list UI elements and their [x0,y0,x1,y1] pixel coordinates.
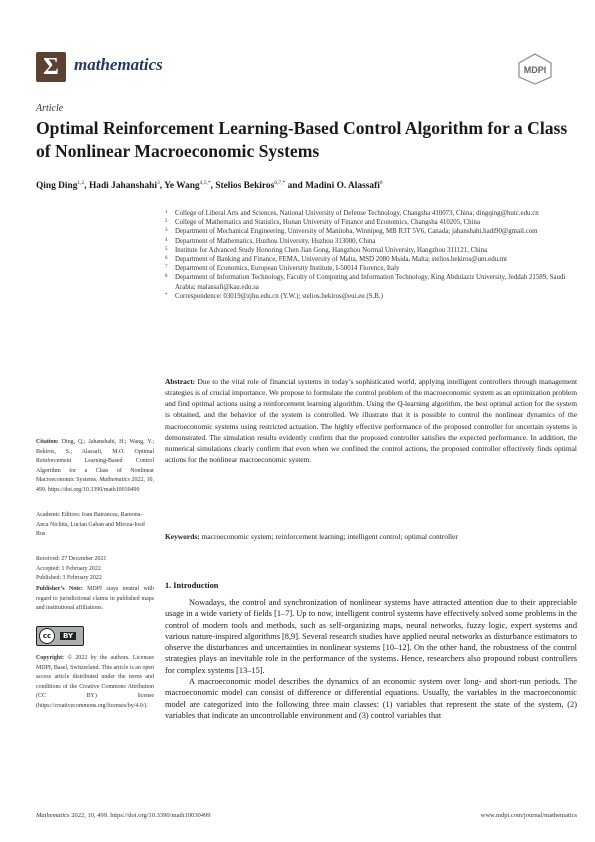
publisher-note-text: MDPI stays neutral with regard to jurisdictional claims in published maps and institutional affiliations. [36,586,154,611]
author-name[interactable]: Qing Ding [36,181,78,192]
affiliation-text: Department of Mathematics, Huzhou University, Huzhou 313000, China [175,237,376,245]
affiliation-item [165,255,577,264]
received-date: Received: 27 December 2021 [36,556,107,562]
article-type: Article [36,103,64,114]
affiliation-item [165,246,577,255]
affiliation-number: 4 [165,237,168,243]
affiliation-text: Department of Mechanical Engineering, University of Manitoba, Winnipeg, MB R3T 5V6, Canada; jahanshahi.hadi90@gmail.com [175,228,538,236]
copyright-label: Copyright: [36,655,65,661]
abstract [165,376,577,465]
author-name[interactable]: Stelios Bekiros [215,181,275,192]
svg-text:MDPI: MDPI [523,65,547,75]
copyright-block [36,654,154,711]
affiliation-item [165,218,577,227]
author-affiliation-marker: 8 [379,180,383,186]
mdpi-logo-icon [516,53,554,85]
affiliations-list [165,209,577,301]
affiliation-item [165,292,577,301]
published-date: Published: 3 February 2022 [36,575,102,581]
body-paragraph: Nowadays, the control and synchronization of nonlinear systems have attracted attention due to their appreciable usage in a wide variety of fields [1–7]. Up to now, intelligent control systems have effectively solved some problems in the control of modern tools and methods, such as self-organizing maps, neural networks, fuzzy logic, expert systems and various nature-inspired algorithms [8,9]. Several research studies have applied neural networks as disturbance estimators to observe the disturbances and uncertainties in nonlinear systems [10–12]. On the other hand, the robustness of the control strategies plays an inevitable role in the performance of the systems. Hence, researchers also propound robust controllers for complex systems [13–15]. [165,598,577,675]
affiliation-number: 6 [165,256,168,262]
author-separator: , [159,181,165,192]
author-affiliation-marker: 1,2 [77,180,85,186]
sigma-logo-icon: Σ [43,53,59,80]
author-list [36,180,383,191]
academic-editors: Academic Editors: Ioan Batrancea, Ramona-Anca Nichita, Lucian Gaban and Mircea-Iosif Rus [36,512,146,537]
affiliation-text: Correspondence: 03019@zjhu.edu.cn (Y.W.); stelios.bekiros@eui.eu (S.B.) [175,292,383,300]
affiliation-item [165,227,577,236]
citation-text: Ding, Q.; Jahanshahi, H.; Wang, Y.; Bekiros, S.; Alassafi, M.O. Optimal Reinforcement Learning-Based Control Algorithm for a Class of Nonlinear Macroeconomic Systems. [36,439,154,483]
affiliation-text: College of Liberal Arts and Sciences, National University of Defense Technology, Changsha 410073, China; dingqing@hutc.edu.cn [175,210,539,217]
author-name[interactable]: Hadi Jahanshahi [88,181,157,192]
citation-label: Citation: [36,439,59,445]
affiliation-number: 5 [165,246,168,252]
affiliation-number: 7 [165,265,168,271]
author-separator: , [210,181,216,192]
citation-block [36,438,154,495]
affiliation-number: 1 [165,210,168,215]
mdpi-logo [516,53,554,85]
citation-journal: Mathematics [99,477,130,483]
author-affiliation-marker: 6,7,* [274,180,286,186]
citation-doi-link[interactable]: 2022, 10, 499. https://doi.org/10.3390/math10030499 [36,477,154,493]
footer-citation [36,812,210,819]
keywords-label: Keywords: [165,532,200,541]
footer-journal: Mathematics [36,812,70,819]
affiliation-item [165,273,577,291]
publisher-note-label: Publisher’s Note: [36,586,83,592]
accepted-date: Accepted: 1 February 2022 [36,565,101,572]
affiliation-text: Department of Information Technology, Faculty of Computing and Information Technology, King Abdulaziz University, Jeddah 21589, Saudi Arabia; malassafi@kau.edu.sa [175,274,566,291]
creative-commons-icon: cc [39,628,55,644]
affiliation-number: 3 [165,228,168,234]
cc-by-license-badge[interactable] [36,626,84,646]
affiliation-number: * [165,292,168,298]
author-affiliation-marker: 3 [157,180,160,186]
affiliation-item [165,237,577,246]
keywords-text: macroeconomic system; reinforcement learning; intelligent control; optimal controller [201,532,458,541]
affiliation-text: Department of Economics, European University Institute, I-50014 Florence, Italy [175,265,400,273]
abstract-text: Due to the vital role of financial systems in today’s sophisticated world, applying intelligent controllers through management strategies is of crucial importance. We propose to formulate the control problem of the macroeconomic system as an optimization problem and find optimal actions using a reinforcement learning algorithm. Using the Q-learning algorithm, the best optimal action for the system is obtained, and the behavior of the system is controlled. We illustrate that it is possible to control the nonlinear dynamics of the macroeconomic systems using restricted actuation. The highly effective performance of the proposed controller for uncertain systems is demonstrated. The simulation results evidently confirm that the proposed controller satisfies the expected performance. In addition, the numerical simulations clearly confirm that even when we confined the control actions, the proposed controller effectively finds optimal actions for the nonlinear macroeconomic system. [165,377,578,465]
journal-name: mathematics [74,55,163,74]
section-body [165,597,577,721]
section-heading: 1. Introduction [165,581,219,590]
publisher-note [36,585,154,614]
footer-journal-url[interactable]: www.mdpi.com/journal/mathematics [480,812,577,819]
affiliation-number: 8 [165,274,168,280]
affiliation-item [165,209,577,218]
journal-logo [36,52,66,82]
author-name[interactable]: Madini O. Alassafi [305,181,380,192]
dates-block [36,555,154,584]
author-separator: , [84,181,89,192]
abstract-label: Abstract: [165,377,196,386]
page-title: Optimal Reinforcement Learning-Based Control Algorithm for a Class of Nonlinear Macroeconomic Systems [36,118,568,161]
affiliation-text: College of Mathematics and Statistics, Hunan University of Finance and Economics, Changsha 410205, China [175,219,481,227]
affiliation-number: 2 [165,219,168,225]
author-name[interactable]: Ye Wang [164,181,200,192]
affiliation-item [165,264,577,273]
affiliation-text: Institute for Advanced Study Honoring Chen Jian Gong, Hangzhou Normal University, Hangzhou 311121, China [175,246,488,254]
copyright-text: © 2022 by the authors. Licensee MDPI, Basel, Switzerland. This article is an open access article distributed under the terms and conditions of the Creative Commons Attribution (CC BY) license (https://creativecommons.org/licenses/by/4.0/). [36,655,155,709]
attribution-icon: BY [60,632,76,640]
author-separator: and [285,181,306,192]
body-paragraph: A macroeconomic model describes the dynamics of an economic system over long- and short-run periods. The macroeconomic model can consist of difference or differential equations. Usually, the variables in the macroeconomic model are categorized into the following three main classes: (1) variables that represent the state of the system, (2) variables that indicate an uncontrollable environment and (3) control variables that [165,677,577,720]
keywords [165,531,577,542]
footer-doi[interactable]: 2022, 10, 499. https://doi.org/10.3390/math10030499 [71,812,211,819]
affiliation-text: Department of Banking and Finance, FEMA, University of Malta, MSD 2080 Msida, Malta; stelios.bekiros@um.edu.mt [175,256,508,264]
author-affiliation-marker: 4,5,* [199,180,211,186]
